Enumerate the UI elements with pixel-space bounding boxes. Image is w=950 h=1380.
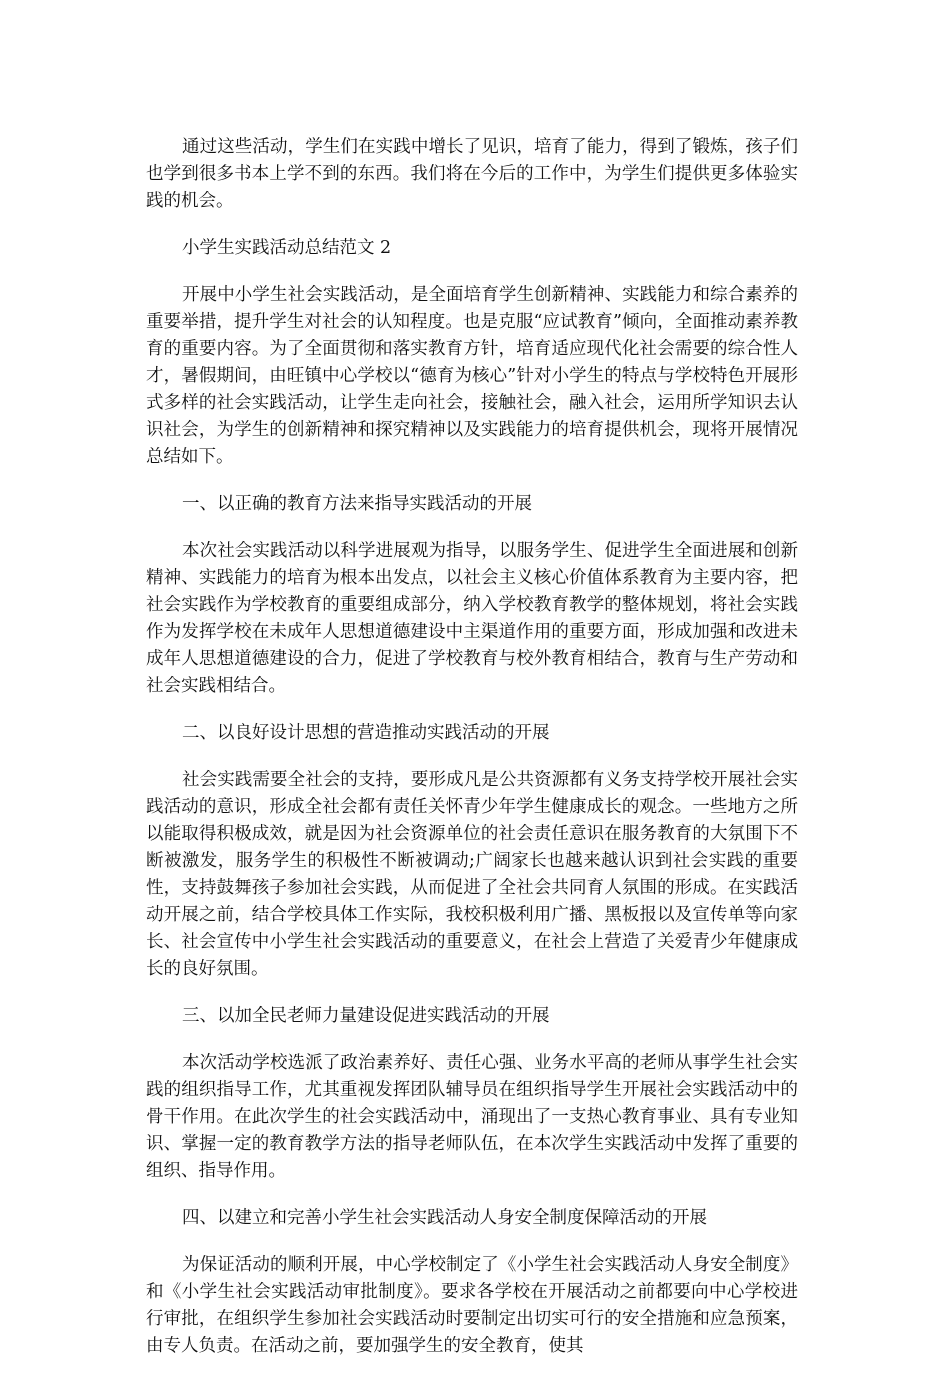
document-body — [146, 134, 798, 1380]
article-title: 小学生实践活动总结范文 2 — [182, 238, 392, 258]
closing-paragraph: 通过这些活动，学生们在实践中增长了见识，培育了能力，得到了锻炼，孩子们也学到很多书本上学不到的东西。我们将在今后的工作中，为学生们提供更多体验实践的机会。 — [146, 137, 798, 211]
section-paragraph-4: 为保证活动的顺利开展，中心学校制定了《小学生社会实践活动人身安全制度》和《小学生社会实践活动审批制度》。要求各学校在开展活动之前都要向中心学校进行审批，在组织学生参加社会实践活动时要制定出切实可行的安全措施和应急预案，由专人负责。在活动之前，要加强学生的安全教育，使其 — [146, 1255, 798, 1356]
section-paragraph-3: 本次活动学校选派了政治素养好、责任心强、业务水平高的老师从事学生社会实践的组织指导工作，尤其重视发挥团队辅导员在组织指导学生开展社会实践活动中的骨干作用。在此次学生的社会实践活动中，涌现出了一支热心教育事业、具有专业知识、掌握一定的教育教学方法的指导老师队伍，在本次学生实践活动中发挥了重要的组织、指导作用。 — [146, 1053, 798, 1181]
section-paragraph-1: 本次社会实践活动以科学进展观为指导，以服务学生、促进学生全面进展和创新精神、实践能力的培育为根本出发点，以社会主义核心价值体系教育为主要内容，把社会实践作为学校教育的重要组成部分，纳入学校教育教学的整体规划，将社会实践作为发挥学校在未成年人思想道德建设中主渠道作用的重要方面，形成加强和改进未成年人思想道德建设的合力，促进了学校教育与校外教育相结合，教育与生产劳动和社会实践相结合。 — [146, 541, 798, 696]
section-heading-1: 一、以正确的教育方法来指导实践活动的开展 — [182, 494, 532, 514]
section-heading-2: 二、以良好设计思想的营造推动实践活动的开展 — [182, 723, 550, 743]
section-paragraph-2: 社会实践需要全社会的支持，要形成凡是公共资源都有义务支持学校开展社会实践活动的意识，形成全社会都有责任关怀青少年学生健康成长的观念。一些地方之所以能取得积极成效，就是因为社会资源单位的社会责任意识在服务教育的大氛围下不断被激发，服务学生的积极性不断被调动;广阔家长也越来越认识到社会实践的重要性，支持鼓舞孩子参加社会实践，从而促进了全社会共同育人氛围的形成。在实践活动开展之前，结合学校具体工作实际，我校积极利用广播、黑板报以及宣传单等向家长、社会宣传中小学生社会实践活动的重要意义，在社会上营造了关爱青少年健康成长的良好氛围。 — [146, 770, 798, 979]
section-heading-3: 三、以加全民老师力量建设促进实践活动的开展 — [182, 1006, 550, 1026]
intro-paragraph: 开展中小学生社会实践活动，是全面培育学生创新精神、实践能力和综合素养的重要举措，提升学生对社会的认知程度。也是克服“应试教育”倾向，全面推动素养教育的重要内容。为了全面贯彻和落实教育方针，培育适应现代化社会需要的综合性人才，暑假期间，由旺镇中心学校以“德育为核心”针对小学生的特点与学校特色开展形式多样的社会实践活动，让学生走向社会，接触社会，融入社会，运用所学知识去认识社会，为学生的创新精神和探究精神以及实践能力的培育提供机会，现将开展情况总结如下。 — [146, 285, 798, 467]
section-heading-4: 四、以建立和完善小学生社会实践活动人身安全制度保障活动的开展 — [182, 1208, 707, 1228]
